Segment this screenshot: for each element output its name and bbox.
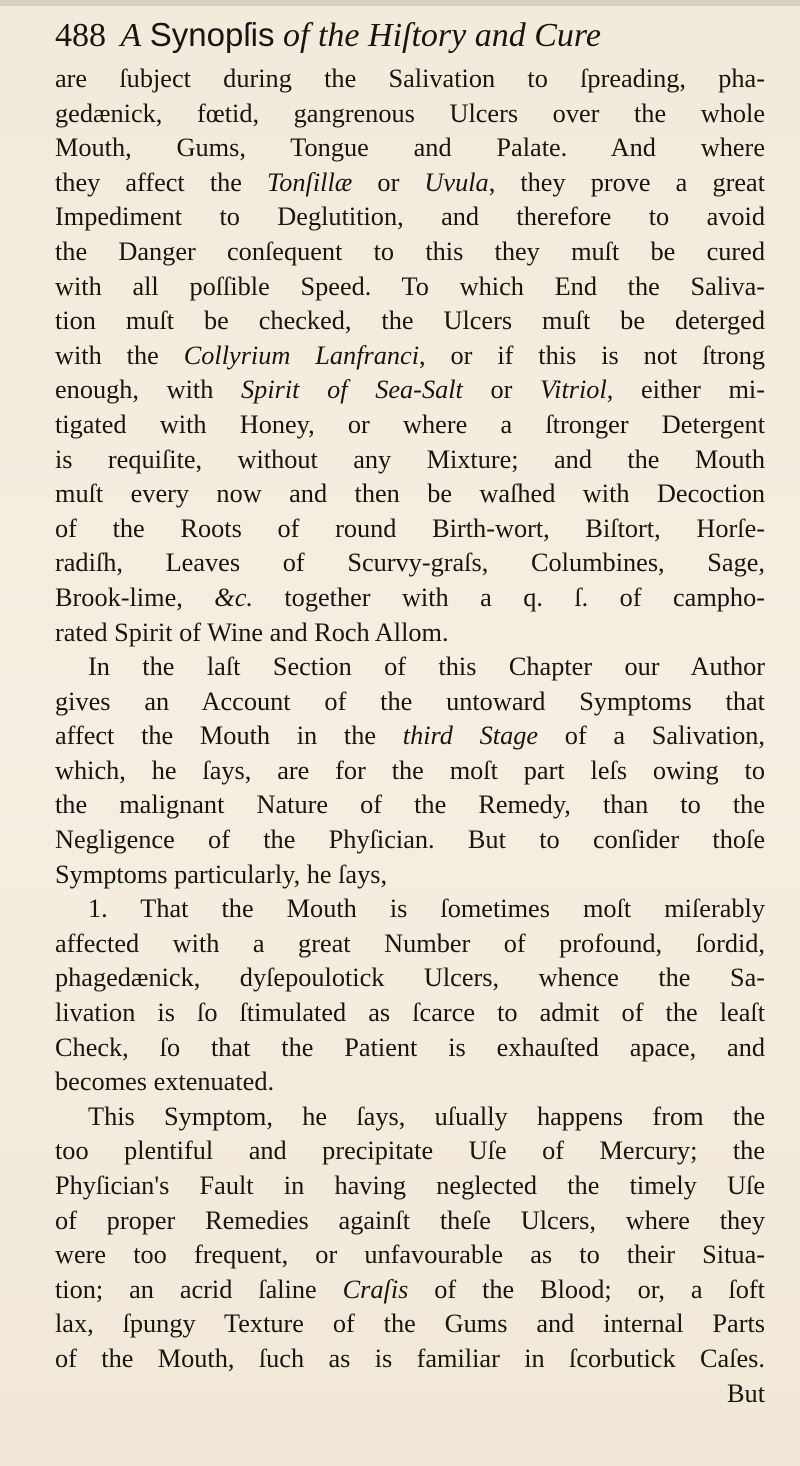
paragraph-start-line: In the laſt Section of this Chapter our Author: [88, 652, 765, 682]
running-title-the: the: [317, 17, 360, 54]
text-line: is requiſite, without any Mixture; and the Mouth: [55, 444, 765, 474]
text-line: tion; an acrid ſaline Craſis of the Blood; or, a ſoft: [55, 1274, 765, 1304]
text-line: Negligence of the Phyſician. But to conſider thoſe: [55, 825, 765, 855]
text-line: with the Collyrium Lanfranci, or if this is not ſtrong: [55, 340, 766, 370]
text-line: Check, ſo that the Patient is exhauſted apace, and: [55, 1032, 765, 1062]
text-line: muſt every now and then be waſhed with Decoction: [55, 479, 765, 509]
text-line: radiſh, Leaves of Scurvy-graſs, Columbines, Sage,: [55, 548, 765, 578]
paragraph-end-line: Symptoms particularly, he ſays,: [55, 859, 388, 889]
text-line: of proper Remedies againſt theſe Ulcers, where they: [55, 1205, 765, 1235]
italic-term: Craſis: [342, 1274, 409, 1304]
running-title-article: A: [120, 17, 142, 54]
running-title-synopsis: Synopſis: [149, 16, 275, 53]
text-line: too plentiful and precipitate Uſe of Mercury; the: [55, 1136, 765, 1166]
text-line: phagedænick, dyſepoulotick Ulcers, whence the Sa-: [55, 963, 765, 993]
italic-term: Spirit of Sea-Salt: [241, 375, 463, 405]
italic-term: Vitriol: [540, 375, 607, 405]
text-line: with all poſſible Speed. To which End the Saliva-: [55, 271, 765, 301]
text-line: the malignant Nature of the Remedy, than to the: [55, 790, 765, 820]
text-line: Mouth, Gums, Tongue and Palate. And where: [55, 133, 765, 163]
text-line: enough, with Spirit of Sea-Salt or Vitriol, either mi-: [55, 375, 766, 405]
running-header: [55, 10, 755, 60]
text-line: which, he ſays, are for the moſt part leſs owing to: [55, 755, 765, 785]
text-line: they affect the Tonſillæ or Uvula, they prove a great: [55, 167, 765, 197]
text-line: the Danger conſequent to this they muſt be cured: [55, 236, 765, 266]
italic-term: &c.: [214, 582, 253, 612]
running-title-of: of: [283, 17, 310, 54]
text-line: gives an Account of the untoward Symptoms that: [55, 686, 765, 716]
paragraph-end-line: becomes extenuated.: [55, 1067, 275, 1097]
running-title-and: and: [474, 17, 526, 54]
page-number: 488: [55, 17, 106, 54]
italic-term: Uvula: [424, 167, 489, 197]
text-line: gedænick, fœtid, gangrenous Ulcers over the whole: [55, 98, 765, 128]
page-top-edge: [0, 0, 800, 6]
text-line: affect the Mouth in the third Stage of a Salivation,: [55, 721, 766, 751]
running-title-cure: Cure: [534, 17, 601, 54]
italic-term: Collyrium Lanfranci: [183, 340, 420, 370]
text-line: of the Roots of round Birth-wort, Biſtort, Horſe-: [55, 513, 765, 543]
text-line: livation is ſo ſtimulated as ſcarce to admit of the leaſt: [55, 998, 765, 1028]
italic-term: Tonſillæ: [267, 167, 353, 197]
text-line: tigated with Honey, or where a ſtronger Detergent: [55, 409, 765, 439]
text-line: lax, ſpungy Texture of the Gums and internal Parts: [55, 1309, 765, 1339]
text-line: were too frequent, or unfavourable as to their Situa-: [55, 1240, 765, 1270]
page-text: [55, 62, 765, 1411]
text-line: Impediment to Deglutition, and therefore to avoid: [55, 202, 765, 232]
running-title-history: Hiſtory: [368, 17, 467, 54]
text-line: of the Mouth, ſuch as is familiar in ſcorbutick Caſes.: [55, 1343, 765, 1373]
paragraph-start-line: This Symptom, he ſays, uſually happens from the: [88, 1101, 765, 1131]
text-line: are ſubject during the Salivation to ſpreading, pha-: [55, 64, 765, 93]
text-line: Brook-lime, &c. together with a q. ſ. of campho-: [55, 582, 765, 612]
italic-term: third Stage: [402, 721, 539, 751]
text-line: affected with a great Number of profound, ſordid,: [55, 928, 765, 958]
catchword: But: [727, 1378, 765, 1408]
text-line: Phyſician's Fault in having neglected the timely Uſe: [55, 1171, 765, 1200]
list-item-start-line: 1. That the Mouth is ſometimes moſt miſerably: [88, 894, 765, 924]
text-line: tion muſt be checked, the Ulcers muſt be deterged: [55, 306, 765, 336]
paragraph-end-line: rated Spirit of Wine and Roch Allom.: [55, 617, 449, 647]
